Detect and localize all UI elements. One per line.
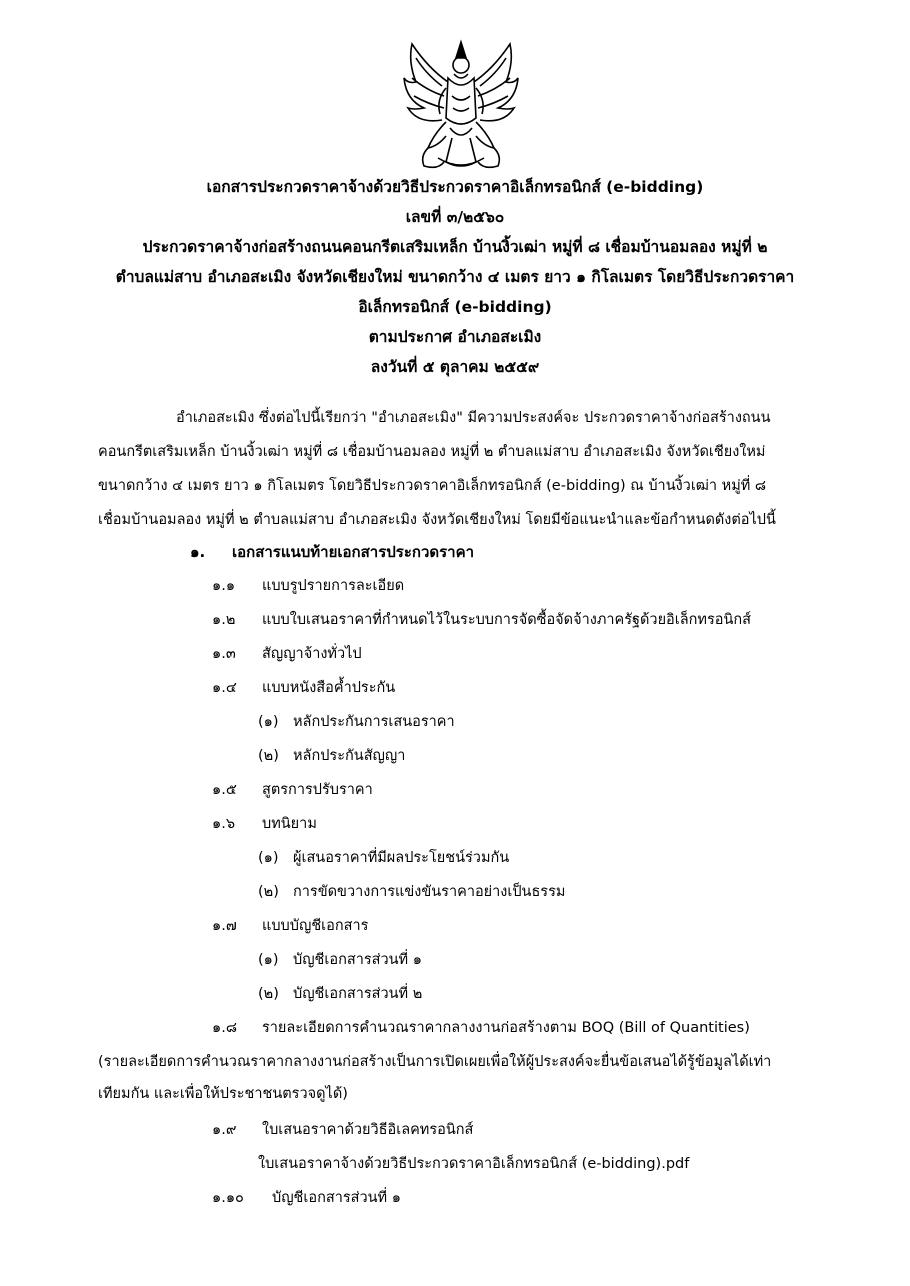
- item-text: รายละเอียดการคำนวณราคากลางงานก่อสร้างตาม BOQ (Bill of Quantities): [262, 1020, 750, 1036]
- item-number: ๑.๕: [212, 782, 237, 798]
- subitem-number: (๒): [258, 986, 279, 1002]
- subitem-text: การขัดขวางการแข่งขันราคาอย่างเป็นธรรม: [293, 884, 566, 900]
- item-text: ใบเสนอราคาด้วยวิธีอิเลคทรอนิกส์: [262, 1122, 474, 1138]
- subitem-text: บัญชีเอกสารส่วนที่ ๑: [293, 952, 422, 968]
- item-text: แบบใบเสนอราคาที่กำหนดไว้ในระบบการจัดซื้อจัดจ้างภาครัฐด้วยอิเล็กทรอนิกส์: [262, 612, 751, 628]
- item-text: บัญชีเอกสารส่วนที่ ๑: [272, 1190, 401, 1206]
- subitem-number: (๒): [258, 884, 279, 900]
- item-text: แบบรูปรายการละเอียด: [262, 578, 405, 594]
- intro-line-2: คอนกรีตเสริมเหล็ก บ้านงิ้วเฒ่า หมู่ที่ ๘ เชื่อมบ้านอมลอง หมู่ที่ ๒ ตำบลแม่สาบ อำเภอสะเมิง จังหวัดเชียงใหม่: [98, 444, 766, 460]
- subitem-text: ผู้เสนอราคาที่มีผลประโยชน์ร่วมกัน: [293, 850, 510, 866]
- item-number: ๑.๘: [212, 1020, 237, 1036]
- subitem-number: (๑): [258, 714, 279, 730]
- item-number: ๑.๔: [212, 680, 237, 696]
- subitem-number: (๒): [258, 748, 279, 764]
- item-text: สัญญาจ้างทั่วไป: [262, 646, 362, 662]
- subitem-text: หลักประกันสัญญา: [293, 748, 406, 764]
- intro-line-1: อำเภอสะเมิง ซึ่งต่อไปนี้เรียกว่า "อำเภอสะเมิง" มีความประสงค์จะ ประกวดราคาจ้างก่อสร้างถนน: [176, 410, 771, 426]
- subitem-text: หลักประกันการเสนอราคา: [293, 714, 455, 730]
- item-number: ๑.๓: [212, 646, 236, 662]
- announcement-date: ลงวันที่ ๕ ตุลาคม ๒๕๕๙: [370, 358, 540, 376]
- item-text: แบบบัญชีเอกสาร: [262, 918, 369, 934]
- project-title-line3: อิเล็กทรอนิกส์ (e-bidding): [358, 298, 552, 316]
- item-number: ๑.๖: [212, 816, 236, 832]
- garuda-emblem-icon: [398, 38, 524, 174]
- item-number: ๑.๒: [212, 612, 236, 628]
- section-title: เอกสารแนบท้ายเอกสารประกวดราคา: [232, 543, 475, 561]
- subitem-text: บัญชีเอกสารส่วนที่ ๒: [293, 986, 423, 1002]
- project-title-line1: ประกวดราคาจ้างก่อสร้างถนนคอนกรีตเสริมเหล็ก บ้านงิ้วเฒ่า หมู่ที่ ๘ เชื่อมบ้านอมลอง หมู่ที่ ๒: [142, 238, 768, 256]
- intro-line-3: ขนาดกว้าง ๔ เมตร ยาว ๑ กิโลเมตร โดยวิธีประกวดราคาอิเล็กทรอนิกส์ (e-bidding) ณ บ้านงิ้วเฒ่า หมู่ที่ ๘: [98, 478, 767, 494]
- item-text: สูตรการปรับราคา: [262, 782, 373, 798]
- item-text: แบบหนังสือค้ำประกัน: [262, 680, 396, 696]
- item-number: ๑.๑๐: [212, 1190, 244, 1206]
- item-continuation: (รายละเอียดการคำนวณราคากลางงานก่อสร้างเป็นการเปิดเผยเพื่อให้ผู้ประสงค์จะยื่นข้อเสนอได้รู้ข้อมูลได้เท่า: [98, 1054, 772, 1070]
- attachment-filename[interactable]: ใบเสนอราคาจ้างด้วยวิธีประกวดราคาอิเล็กทรอนิกส์ (e-bidding).pdf: [258, 1156, 690, 1172]
- document-number: เลขที่ ๓/๒๕๖๐: [405, 208, 505, 226]
- item-number: ๑.๑: [212, 578, 236, 594]
- project-title-line2: ตำบลแม่สาบ อำเภอสะเมิง จังหวัดเชียงใหม่ ขนาดกว้าง ๔ เมตร ยาว ๑ กิโลเมตร โดยวิธีประกวดราคา: [115, 268, 795, 286]
- item-number: ๑.๙: [212, 1122, 237, 1138]
- subitem-number: (๑): [258, 952, 279, 968]
- item-number: ๑.๗: [212, 918, 237, 934]
- document-title: เอกสารประกวดราคาจ้างด้วยวิธีประกวดราคาอิเล็กทรอนิกส์ (e-bidding): [206, 178, 704, 196]
- section-number: ๑.: [190, 543, 206, 561]
- announcement-by: ตามประกาศ อำเภอสะเมิง: [368, 328, 542, 346]
- subitem-number: (๑): [258, 850, 279, 866]
- intro-line-4: เชื่อมบ้านอมลอง หมู่ที่ ๒ ตำบลแม่สาบ อำเภอสะเมิง จังหวัดเชียงใหม่ โดยมีข้อแนะนำและข้อกำหนดดังต่อไปนี้: [98, 512, 776, 528]
- item-text: บทนิยาม: [262, 816, 317, 832]
- item-continuation: เทียมกัน และเพื่อให้ประชาชนตรวจดูได้): [98, 1086, 348, 1102]
